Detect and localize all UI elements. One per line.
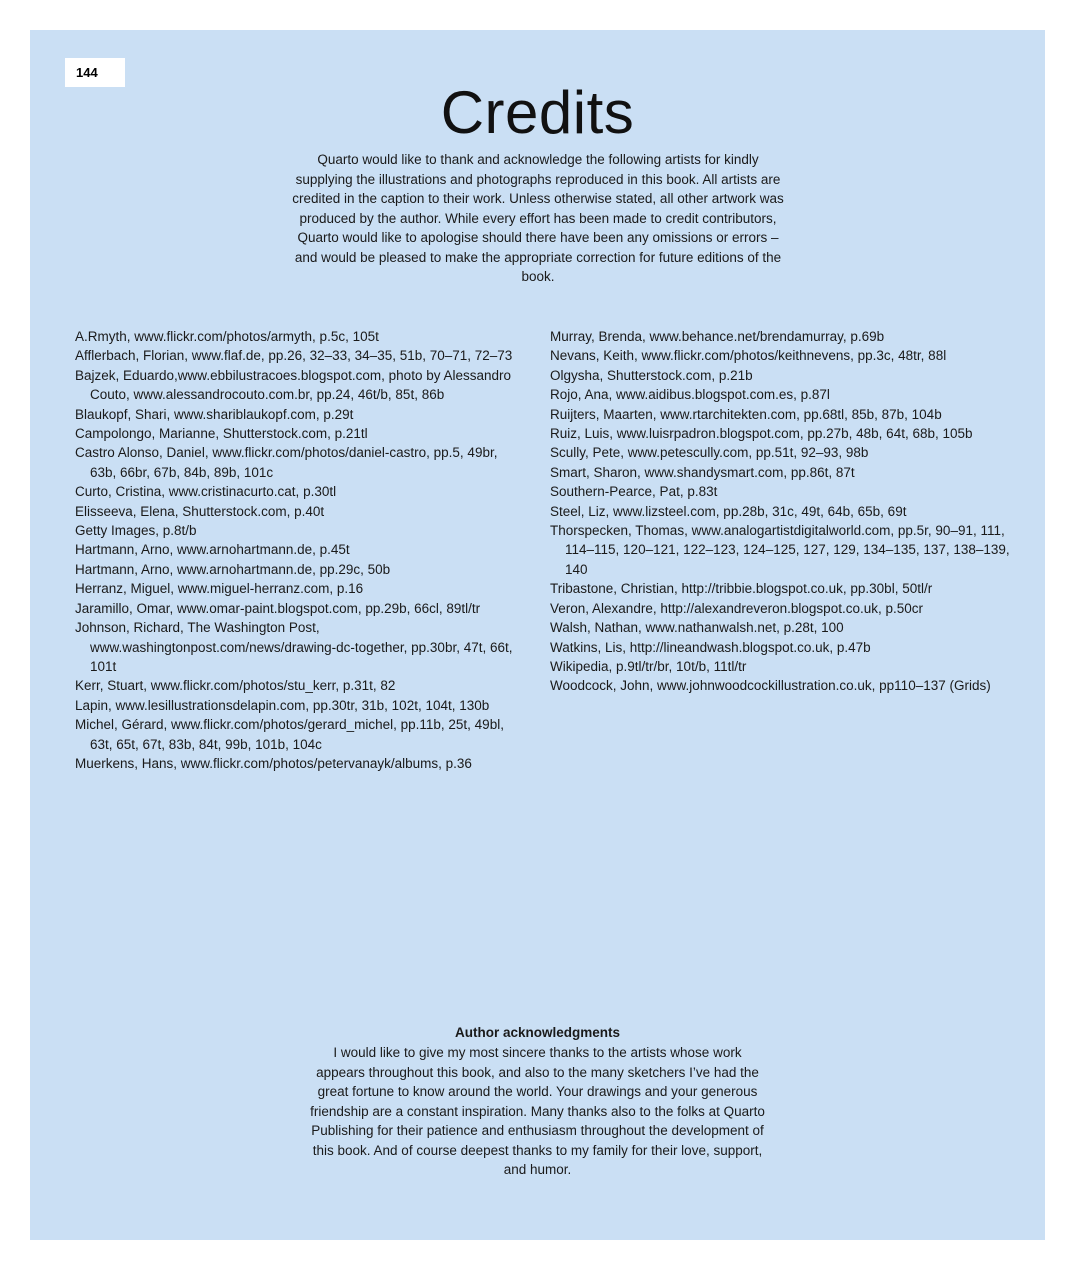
credit-entry: Ruijters, Maarten, www.rtarchitekten.com, pp.68tl, 85b, 87b, 104b: [550, 406, 942, 422]
credit-entry: Castro Alonso, Daniel, www.flickr.com/photos/daniel-castro, pp.5, 49br, 63b, 66br, 67b, 84b, 89b, 101c: [75, 445, 498, 480]
acknowledgments-body: I would like to give my most sincere thanks to the artists whose work appears throughout this book, and also to the many sketchers I’ve had the great fortune to know around the world. Your drawings and your generous friendship are a constant inspiration. Many thanks also to the folks at Quarto Publishing for their patience and enthusiasm throughout the development of this book. And of course deepest thanks to my family for their love, support, and humor.: [310, 1045, 765, 1177]
credit-entry: Michel, Gérard, www.flickr.com/photos/gerard_michel, pp.11b, 25t, 49bl, 63t, 65t, 67t, 83b, 84t, 99b, 101b, 104c: [75, 717, 504, 752]
credit-entry: Rojo, Ana, www.aidibus.blogspot.com.es, p.87l: [550, 387, 830, 403]
credit-entry: Herranz, Miguel, www.miguel-herranz.com, p.16: [75, 581, 364, 597]
credits-list-left: [75, 327, 525, 773]
credit-entry: Tribastone, Christian, http://tribbie.blogspot.co.uk, pp.30bl, 50tl/r: [550, 581, 933, 597]
credit-entry: Johnson, Richard, The Washington Post, www.washingtonpost.com/news/drawing-dc-together, pp.30br, 47t, 66t, 101t: [75, 620, 513, 674]
intro-paragraph: Quarto would like to thank and acknowledge the following artists for kindly supplying the illustrations and photographs reproduced in this book. All artists are credited in the caption to their work. Unless otherwise stated, all other artwork was produced by the author. While every effort has been made to credit contributors, Quarto would like to apologise should there have been any omissions or errors – and would be pleased to make the appropriate correction for future editions of the book.: [292, 152, 784, 284]
credit-entry: Scully, Pete, www.petescully.com, pp.51t, 92–93, 98b: [550, 445, 869, 461]
credit-entry: Woodcock, John, www.johnwoodcockillustration.co.uk, pp110–137 (Grids): [550, 678, 991, 694]
credit-entry: Bajzek, Eduardo,www.ebbilustracoes.blogspot.com, photo by Alessandro Couto, www.alessandrocouto.com.br, pp.24, 46t/b, 85t, 86b: [75, 367, 512, 403]
credits-page: [30, 30, 1045, 1240]
credit-entry: Thorspecken, Thomas, www.analogartistdigitalworld.com, pp.5r, 90–91, 111, 114–115, 120–121, 122–123, 124–125, 127, 129, 134–135, 137, 138–139, 140: [550, 523, 1010, 577]
credit-entry: Hartmann, Arno, www.arnohartmann.de, pp.29c, 50b: [75, 561, 391, 577]
credit-entry: Blaukopf, Shari, www.shariblaukopf.com, p.29t: [75, 406, 354, 422]
page-title: Credits: [440, 79, 635, 146]
credit-entry: Murray, Brenda, www.behance.net/brendamurray, p.69b: [550, 329, 885, 344]
credit-entry: Walsh, Nathan, www.nathanwalsh.net, p.28t, 100: [550, 620, 844, 636]
credit-entry: Smart, Sharon, www.shandysmart.com, pp.86t, 87t: [550, 464, 855, 480]
credit-entry: Watkins, Lis, http://lineandwash.blogspot.co.uk, p.47b: [550, 639, 871, 655]
credit-entry: Ruiz, Luis, www.luisrpadron.blogspot.com, pp.27b, 48b, 64t, 68b, 105b: [550, 426, 973, 442]
credit-entry: Hartmann, Arno, www.arnohartmann.de, p.45t: [75, 542, 350, 558]
page-number: 144: [65, 58, 125, 87]
credit-entry: Afflerbach, Florian, www.flaf.de, pp.26, 32–33, 34–35, 51b, 70–71, 72–73: [75, 348, 513, 364]
credit-entry: Jaramillo, Omar, www.omar-paint.blogspot.com, pp.29b, 66cl, 89tl/tr: [75, 600, 481, 616]
credit-entry: Curto, Cristina, www.cristinacurto.cat, p.30tl: [75, 484, 337, 500]
credit-entry: Olgysha, Shutterstock.com, p.21b: [550, 367, 753, 383]
credit-entry: Muerkens, Hans, www.flickr.com/photos/petervanayk/albums, p.36: [75, 755, 472, 771]
credit-entry: Steel, Liz, www.lizsteel.com, pp.28b, 31c, 49t, 64b, 65b, 69t: [550, 503, 907, 519]
credit-entry: Kerr, Stuart, www.flickr.com/photos/stu_kerr, p.31t, 82: [75, 678, 396, 694]
credit-entry: Nevans, Keith, www.flickr.com/photos/keithnevens, pp.3c, 48tr, 88l: [550, 348, 947, 364]
credit-entry: Lapin, www.lesillustrationsdelapin.com, pp.30tr, 31b, 102t, 104t, 130b: [75, 697, 490, 713]
credit-entry: Elisseeva, Elena, Shutterstock.com, p.40t: [75, 503, 325, 519]
credits-list-right: [550, 327, 1020, 696]
credit-entry: Campolongo, Marianne, Shutterstock.com, p.21tl: [75, 426, 368, 442]
credit-entry: Southern-Pearce, Pat, p.83t: [550, 484, 718, 500]
credit-entry: Getty Images, p.8t/b: [75, 523, 197, 539]
credit-entry: A.Rmyth, www.flickr.com/photos/armyth, p.5c, 105t: [75, 329, 379, 344]
credit-entry: Veron, Alexandre, http://alexandreveron.blogspot.co.uk, p.50cr: [550, 600, 923, 616]
credit-entry: Wikipedia, p.9tl/tr/br, 10t/b, 11tl/tr: [550, 658, 747, 674]
acknowledgments-heading: Author acknowledgments: [454, 1025, 621, 1040]
